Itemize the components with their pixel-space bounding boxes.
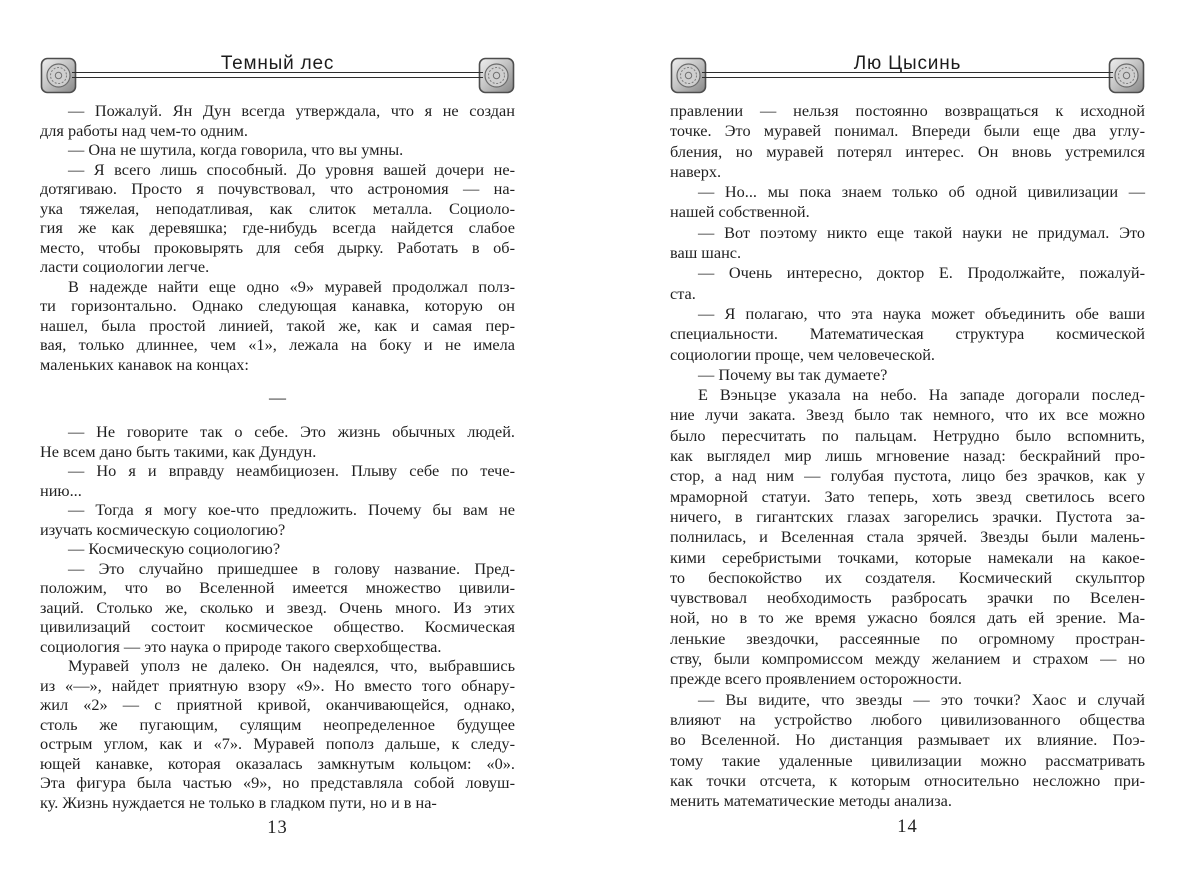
text-line: ной, но в то же время ужасно боялся дать ей зрение. Ма- <box>670 608 1145 628</box>
text-line: — Почему вы так думаете? <box>698 364 888 384</box>
text-line: из «—», найдет приятную взору «9». Но вместо того обнару- <box>40 675 515 695</box>
text-line: точке. Это муравей понимал. Впереди были еще два углу- <box>670 121 1145 141</box>
text-line: ничего, в гигантских глазах загорелись зрачки. Пустота за- <box>670 506 1145 526</box>
text-line: как точки отсчета, к которым относительно несложно при- <box>670 770 1145 790</box>
text-line: то беспокойство их создателя. Космический скульптор <box>670 567 1145 587</box>
text-line: — Это случайно пришедшее в голову название. Пред- <box>68 558 515 578</box>
text-line: ку. Жизнь нуждается не только в гладком пути, но и в на- <box>40 792 437 812</box>
text-line: Е Вэньцзе указала на небо. На западе догорали послед- <box>698 385 1145 405</box>
text-line: ваш шанс. <box>670 243 742 263</box>
text-line: стор, а над ним — голубая пустота, лицо без зрачков, как у <box>670 466 1145 486</box>
text-line: — Но я и вправду неамбициозен. Плыву себе по тече- <box>68 461 515 480</box>
text-line: ющей канавке, которая оказалась замкнутым кольцом: «0». <box>40 753 515 773</box>
text-line: социология — это наука о природе такого сверхобщества. <box>40 636 442 656</box>
text-line: столь же пугающим, сулящим неопределенное будущее <box>40 714 515 734</box>
text-line: — Вот поэтому никто еще такой науки не придумал. Это <box>698 222 1145 242</box>
text-line: ленькие звездочки, рассеянные по огромному простран- <box>670 628 1145 648</box>
header-rule <box>702 72 1113 78</box>
text-line: — Я всего лишь способный. До уровня вашей дочери не- <box>68 159 515 179</box>
running-header-title: Темный лес <box>220 53 335 74</box>
text-line: Эта фигура была частью «9», но представляла собой ловуш- <box>40 773 515 792</box>
text-line: было пересчитать по пальцам. Нетрудно было вспомнить, <box>670 425 1145 445</box>
text-line: влияют на устройство любого цивилизованного общества <box>670 709 1145 729</box>
text-line: специальности. Математическая структура космической <box>670 324 1145 344</box>
text-line: изучать космическую социологию? <box>40 519 286 539</box>
header-middle <box>707 53 1108 94</box>
text-line: Не всем дано быть такими, как Дундун. <box>40 441 317 461</box>
text-line: — Она не шутила, когда говорила, что вы умны. <box>68 140 404 159</box>
page-header <box>40 53 515 94</box>
running-header-title: Лю Цысинь <box>853 53 962 74</box>
text-line: заций. Столько же, сколько и звезд. Очень много. Из этих <box>40 597 515 617</box>
page-body <box>670 101 1145 811</box>
text-line: ти горизонтально. Однако следующая канавка, которую он <box>40 296 515 315</box>
page-number: 13 <box>267 818 288 838</box>
text-line: во Вселенной. Но дистанция размывает их влияние. Поэ- <box>670 730 1145 750</box>
text-line: правлении — нельзя постоянно возвращаться к исходной <box>670 101 1145 120</box>
text-line: — Вы видите, что звезды — это точки? Хаос и случай <box>698 689 1145 709</box>
header-rule <box>72 72 483 78</box>
text-line: дотягиваю. Просто я почувствовал, что астрономия — на- <box>40 179 515 198</box>
page-header <box>670 53 1145 94</box>
text-line: место, чтобы проковырять для себя дырку. Работать в об- <box>40 237 515 257</box>
text-line: наверх. <box>670 161 722 181</box>
text-line: маленьких канавок на концах: <box>40 354 249 374</box>
text-line: вая, только длиннее, чем «1», лежала на боку и не имела <box>40 335 515 354</box>
text-line: прежде всего проявлением осторожности. <box>670 669 962 689</box>
text-line: кими серебристыми точками, которые намекали на какое- <box>670 547 1145 567</box>
text-line: социологии проще, чем человеческой. <box>670 344 935 364</box>
metal-stud-icon <box>1108 57 1145 94</box>
text-line: тому такие удаленные цивилизации можно рассматривать <box>670 750 1145 770</box>
text-line: острым углом, как и «7». Муравей пополз дальше, к следу- <box>40 734 515 753</box>
right-page <box>670 0 1145 838</box>
text-line: ука тяжелая, неподатливая, как слиток металла. Социоло- <box>40 198 515 218</box>
text-line: бления, но муравей потерял интерес. Он вновь устремился <box>670 141 1145 161</box>
text-line: нию... <box>40 480 82 500</box>
text-line: как выглядел мир лишь мгновение назад: бескрайний про- <box>670 446 1145 466</box>
text-line: В надежде найти еще одно «9» муравей продолжал полз- <box>68 276 515 296</box>
text-line: — Не говорите так о себе. Это жизнь обычных людей. <box>68 422 515 441</box>
text-line: цивилизаций состоит космическое общество. Космическая <box>40 617 515 636</box>
text-line: нашей собственной. <box>670 202 810 222</box>
text-line: — Космическую социологию? <box>68 539 281 558</box>
metal-stud-icon <box>478 57 515 94</box>
text-line: менить математические методы анализа. <box>670 791 952 811</box>
text-line: положим, что во Вселенной имеется множество цивили- <box>40 578 515 597</box>
text-line: жил «2» — с приятной кривой, оканчивающейся, однако, <box>40 695 515 714</box>
page-number: 14 <box>897 817 918 838</box>
groove-separator: — <box>269 388 286 407</box>
text-line: мраморной статуи. Зато теперь, хоть звезд светилось всего <box>670 486 1145 506</box>
text-line: ста. <box>670 283 696 303</box>
left-page <box>40 0 515 839</box>
text-line: — Пожалуй. Ян Дун всегда утверждала, что я не создан <box>68 101 515 120</box>
text-line: нашел, была простой линией, такой же, как и самая пер- <box>40 315 515 335</box>
page-body <box>40 101 515 812</box>
text-line: для работы над чем-то одним. <box>40 120 248 140</box>
text-line: — Тогда я могу кое-что предложить. Почему бы вам не <box>68 500 515 519</box>
text-line: полнилась, и Вселенная стала зрячей. Звезды были малень- <box>670 527 1145 547</box>
text-line: ласти социологии легче. <box>40 257 210 276</box>
text-line: — Я полагаю, что эта наука может объединить обе ваши <box>698 303 1145 323</box>
text-line: — Очень интересно, доктор Е. Продолжайте, пожалуй- <box>698 263 1145 283</box>
text-line: ству, были компромиссом между желанием и страхом — но <box>670 649 1145 669</box>
text-line: ние лучи заката. Звезд было так немного, что их все можно <box>670 405 1145 425</box>
text-line: чувствовал необходимость разбросать зрачки по Вселен- <box>670 588 1145 608</box>
header-middle <box>77 53 478 94</box>
text-line: — Но... мы пока знаем только об одной цивилизации — <box>698 182 1145 202</box>
text-line: Муравей уполз не далеко. Он надеялся, что, выбравшись <box>68 656 515 675</box>
text-line: гия же как деревяшка; где-нибудь всегда найдется слабое <box>40 218 515 237</box>
